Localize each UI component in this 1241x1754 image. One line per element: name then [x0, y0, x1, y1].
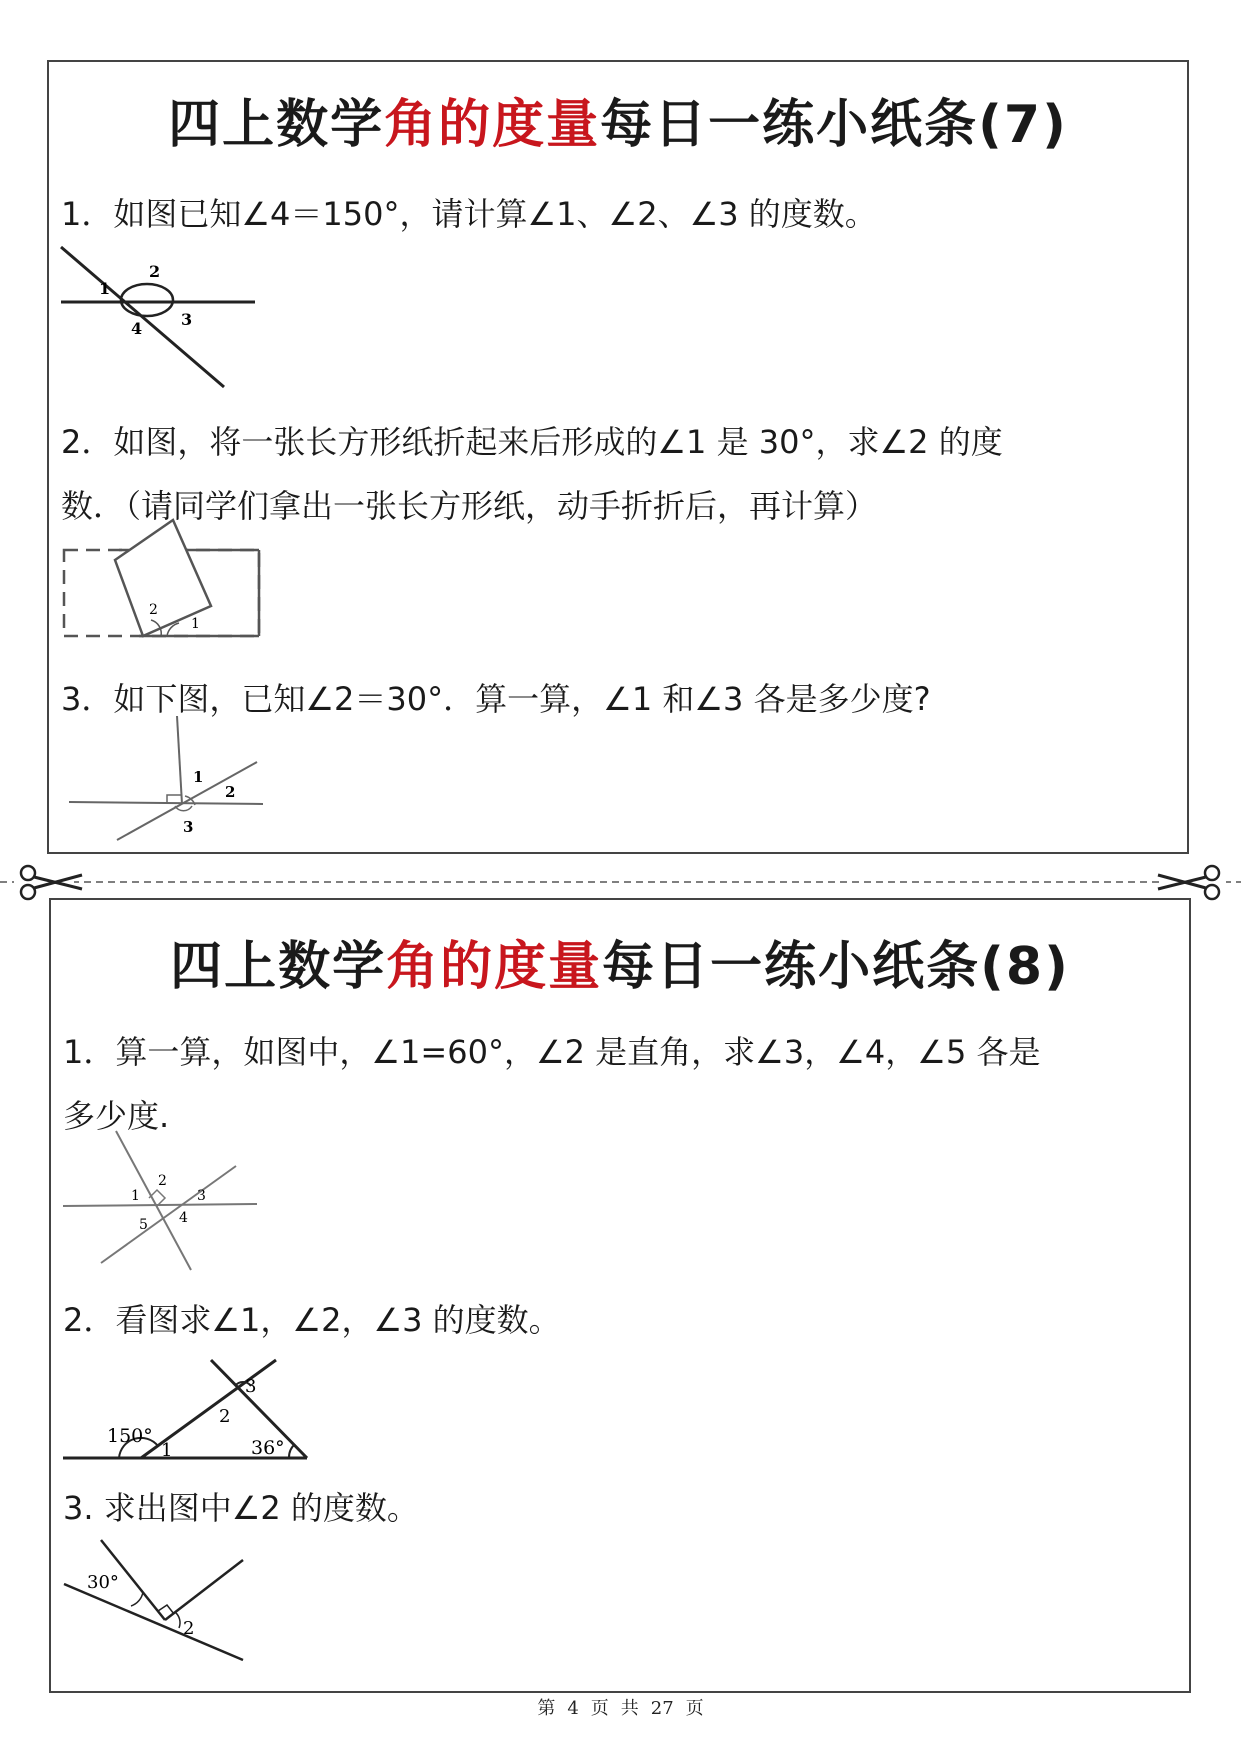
angle-label-4: 4 [179, 1210, 188, 1226]
title-accent: 角的度量 [384, 95, 601, 155]
question-3: 3．如下图，已知∠2＝30°．算一算，∠1 和∠3 各是多少度? [61, 680, 931, 718]
figure-right-angle [61, 1532, 261, 1662]
card-title [49, 82, 1187, 157]
question-3: 3. 求出图中∠2 的度数。 [63, 1489, 419, 1527]
angle-label-2: 2 [225, 783, 236, 801]
footer-ye-2: 页 [685, 1698, 704, 1719]
angle-label-30: 30° [87, 1572, 119, 1593]
footer-total-pages: 27 [650, 1698, 674, 1719]
angle-label-3: 3 [197, 1188, 206, 1204]
angle-label-2: 2 [183, 1618, 195, 1639]
question-1-line-2: 多少度. [63, 1097, 170, 1135]
footer-di: 第 [537, 1698, 556, 1719]
figure-intersecting-lines [59, 232, 259, 392]
title-prefix: 四上数学 [168, 95, 385, 155]
angle-label-2: 2 [149, 602, 158, 618]
question-2-line-2: 数．（请同学们拿出一张长方形纸，动手折折后，再计算） [61, 487, 878, 525]
question-1-line-1: 1．算一算，如图中，∠1=60°，∠2 是直角，求∠3，∠4，∠5 各是 [63, 1033, 1041, 1071]
card-title [51, 924, 1189, 999]
angle-label-1: 1 [131, 1188, 140, 1204]
angle-label-1: 1 [193, 768, 204, 786]
question-1: 1．如图已知∠4＝150°，请计算∠1、∠2、∠3 的度数。 [61, 195, 877, 233]
page-footer [0, 1694, 1241, 1720]
title-prefix: 四上数学 [170, 937, 387, 997]
title-accent: 角的度量 [386, 937, 603, 997]
angle-label-2: 2 [219, 1406, 231, 1427]
question-2: 2．看图求∠1，∠2，∠3 的度数。 [63, 1301, 561, 1339]
footer-ye: 页 [590, 1698, 609, 1719]
title-suffix: 每日一练小纸条(7) [600, 95, 1068, 155]
figure-triangle [61, 1356, 321, 1471]
title-suffix: 每日一练小纸条(8) [602, 937, 1070, 997]
angle-label-3: 3 [245, 1376, 257, 1397]
worksheet-card-8 [49, 898, 1191, 1693]
angle-label-1: 1 [99, 279, 111, 298]
angle-label-3: 3 [183, 818, 194, 836]
angle-label-150: 150° [107, 1425, 153, 1447]
footer-page-number: 4 [567, 1698, 579, 1719]
angle-label-36: 36° [251, 1437, 285, 1459]
angle-label-1: 1 [191, 616, 200, 632]
cut-line [0, 862, 1241, 902]
worksheet-card-7 [47, 60, 1189, 854]
figure-five-angles [61, 1128, 261, 1273]
footer-gong: 共 [620, 1698, 639, 1719]
angle-label-3: 3 [181, 310, 193, 329]
figure-three-lines [67, 712, 267, 847]
angle-label-2: 2 [158, 1173, 167, 1189]
angle-label-5: 5 [139, 1217, 148, 1233]
scissors-icon-right [1158, 866, 1226, 899]
angle-label-4: 4 [131, 319, 143, 338]
angle-label-2: 2 [149, 262, 161, 281]
angle-label-1: 1 [161, 1440, 173, 1461]
question-2-line-1: 2．如图，将一张长方形纸折起来后形成的∠1 是 30°，求∠2 的度 [61, 423, 1003, 461]
scissors-icon-left [14, 866, 82, 899]
figure-folded-rectangle [61, 510, 271, 642]
